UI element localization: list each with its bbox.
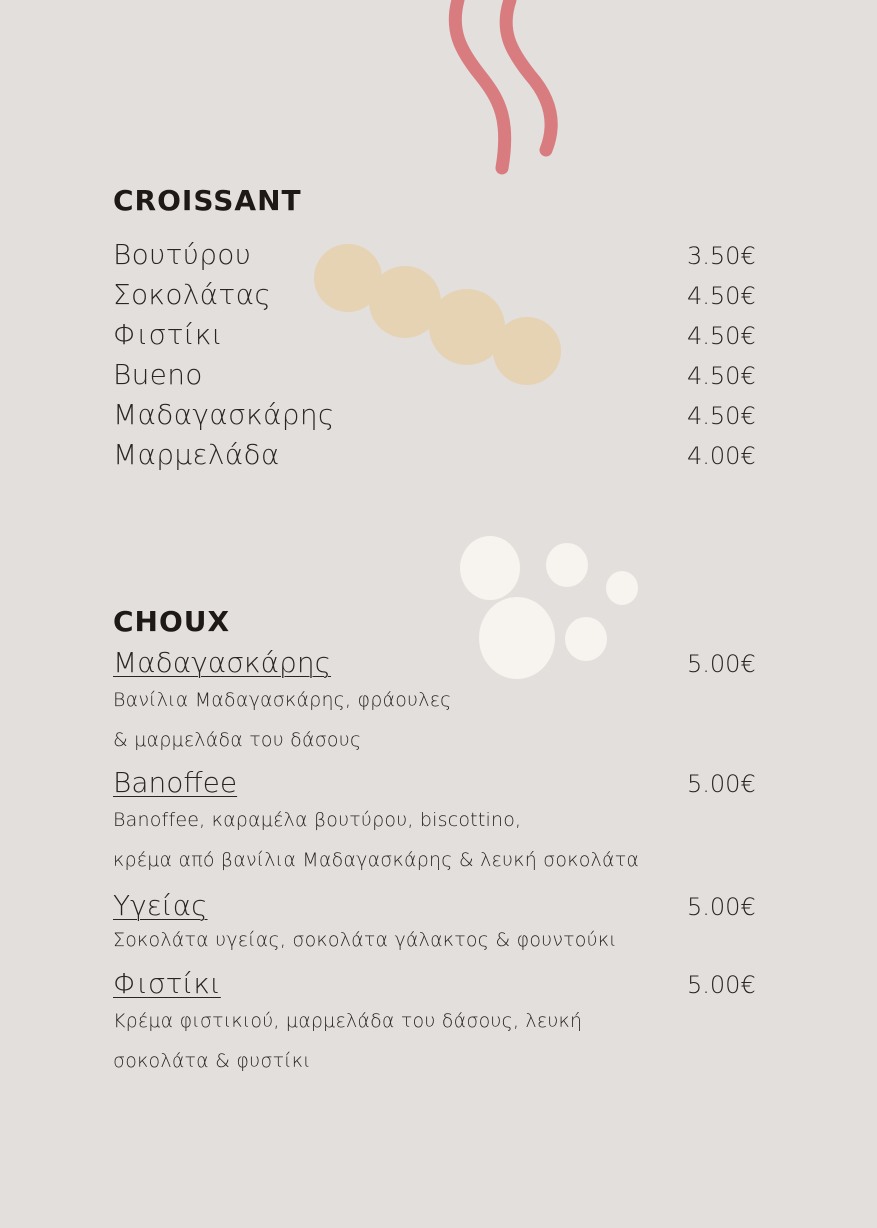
croissant-item [113, 278, 763, 311]
item-price: 5.00€ [687, 893, 756, 921]
item-name: Μαδαγασκάρης [113, 646, 332, 679]
item-name: Βουτύρου [113, 238, 252, 271]
item-price: 4.50€ [687, 362, 756, 390]
choux-item [113, 646, 763, 679]
item-name: Φιστίκι [113, 318, 223, 351]
squiggle-decoration [440, 0, 570, 185]
item-price: 4.50€ [687, 322, 756, 350]
item-description: Βανίλια Μαδαγασκάρης, φράουλες [113, 689, 452, 711]
item-name: Υγείας [113, 889, 208, 922]
item-name: Bueno [113, 358, 203, 391]
item-description: Σοκολάτα υγείας, σοκολάτα γάλακτος & φουντούκι [113, 929, 617, 951]
item-price: 5.00€ [687, 971, 756, 999]
item-name: Banoffee [113, 766, 238, 799]
item-price: 4.50€ [687, 282, 756, 310]
item-price: 5.00€ [687, 770, 756, 798]
item-name: Μαδαγασκάρης [113, 398, 335, 431]
choux-title: CHOUX [113, 605, 231, 638]
item-description: & μαρμελάδα του δάσους [113, 729, 362, 751]
croissant-title: CROISSANT [113, 184, 302, 217]
item-description: σοκολάτα & φυστίκι [113, 1050, 311, 1072]
croissant-item [113, 238, 763, 271]
item-price: 4.50€ [687, 402, 756, 430]
item-description: Banoffee, καραμέλα βουτύρου, biscottino, [113, 809, 522, 831]
choux-item [113, 967, 763, 1000]
item-description: Κρέμα φιστικιού, μαρμελάδα του δάσους, λευκή [113, 1010, 583, 1032]
croissant-item [113, 318, 763, 351]
item-price: 5.00€ [687, 650, 756, 678]
item-price: 4.00€ [687, 442, 756, 470]
item-name: Σοκολάτας [113, 278, 272, 311]
croissant-item [113, 398, 763, 431]
croissant-item [113, 438, 763, 471]
item-name: Μαρμελάδα [113, 438, 280, 471]
item-name: Φιστίκι [113, 967, 221, 1000]
choux-item [113, 766, 763, 799]
item-description: κρέμα από βανίλια Μαδαγασκάρης & λευκή σοκολάτα [113, 849, 640, 871]
croissant-item [113, 358, 763, 391]
choux-item [113, 889, 763, 922]
item-price: 3.50€ [687, 242, 756, 270]
